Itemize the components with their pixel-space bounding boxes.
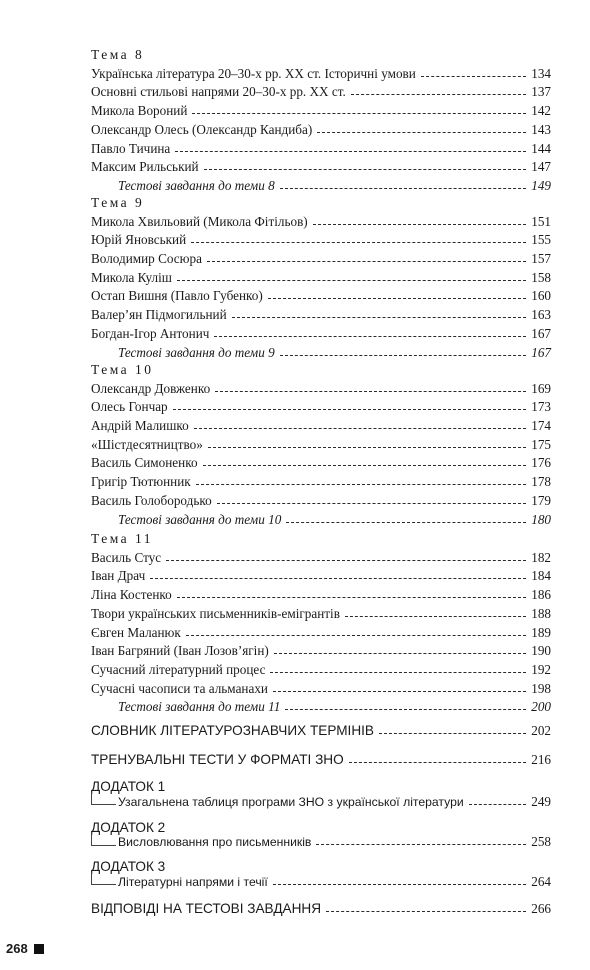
entry-page: 180 xyxy=(531,512,551,527)
entry-label: Висловлювання про письменників xyxy=(118,835,312,849)
entry-page: 202 xyxy=(531,723,551,738)
entry-label: Олесь Гончар xyxy=(91,399,168,414)
toc-entry[interactable] xyxy=(91,307,551,323)
entry-page: 163 xyxy=(531,307,551,322)
entry-label: Микола Куліш xyxy=(91,270,172,285)
entry-label: Основні стильові напрями 20–30-х рр. ХХ ст. xyxy=(91,84,346,99)
entry-page: 175 xyxy=(531,437,551,452)
toc-entry[interactable] xyxy=(91,418,551,434)
appendix-bracket xyxy=(91,792,116,805)
toc-entry[interactable] xyxy=(91,381,551,397)
leader-dots xyxy=(175,151,526,152)
entry-label: Тестові завдання до теми 10 xyxy=(118,512,282,527)
entry-page: 151 xyxy=(531,214,551,229)
toc-entry-tests[interactable] xyxy=(118,699,551,715)
entry-label: Твори українських письменників-емігрантів xyxy=(91,606,340,621)
entry-page: 167 xyxy=(531,345,551,360)
toc-entry[interactable] xyxy=(91,625,551,641)
entry-page: 134 xyxy=(531,66,551,81)
toc-entry[interactable] xyxy=(91,270,551,286)
entry-page: 178 xyxy=(531,474,551,489)
entry-label: Остап Вишня (Павло Губенко) xyxy=(91,288,263,303)
leader-dots xyxy=(177,280,526,281)
entry-label: Іван Драч xyxy=(91,568,146,583)
entry-page: 144 xyxy=(531,141,551,156)
toc-entry[interactable] xyxy=(91,103,551,119)
entry-label: Володимир Сосюра xyxy=(91,251,202,266)
entry-page: 169 xyxy=(531,381,551,396)
leader-dots xyxy=(326,911,526,912)
appendix-bracket xyxy=(91,872,116,885)
entry-page: 173 xyxy=(531,399,551,414)
entry-page: 158 xyxy=(531,270,551,285)
entry-page: 182 xyxy=(531,550,551,565)
leader-dots xyxy=(208,447,526,448)
leader-dots xyxy=(215,391,526,392)
entry-page: 179 xyxy=(531,493,551,508)
entry-label: ВІДПОВІДІ НА ТЕСТОВІ ЗАВДАННЯ xyxy=(91,901,322,916)
toc-entry[interactable] xyxy=(91,214,551,230)
entry-label: Іван Багряний (Іван Лозов’ягін) xyxy=(91,643,269,658)
entry-page: 157 xyxy=(531,251,551,266)
leader-dots xyxy=(203,465,526,466)
entry-page: 188 xyxy=(531,606,551,621)
entry-page: 192 xyxy=(531,662,551,677)
entry-page: 258 xyxy=(531,834,551,849)
leader-dots xyxy=(313,224,526,225)
toc-entry-tests[interactable] xyxy=(118,345,551,361)
appendix-bracket xyxy=(91,833,116,846)
leader-dots xyxy=(204,169,526,170)
toc-entry[interactable] xyxy=(91,84,551,100)
leader-dots xyxy=(379,733,526,734)
leader-dots xyxy=(194,428,526,429)
entry-label: Тестові завдання до теми 9 xyxy=(118,345,275,360)
entry-label: Андрій Малишко xyxy=(91,418,189,433)
toc-entry-training-tests[interactable] xyxy=(91,751,551,769)
entry-label: Сучасні часописи та альманахи xyxy=(91,681,268,696)
entry-label: Літературні напрями і течії xyxy=(118,875,268,889)
entry-page: 174 xyxy=(531,418,551,433)
toc-entry[interactable] xyxy=(91,288,551,304)
leader-dots xyxy=(286,522,526,523)
entry-page: 155 xyxy=(531,232,551,247)
toc-entry[interactable] xyxy=(91,681,551,697)
entry-label: Василь Стус xyxy=(91,550,162,565)
toc-entry-answers[interactable] xyxy=(91,900,551,918)
leader-dots xyxy=(273,884,526,885)
toc-entry[interactable] xyxy=(91,141,551,157)
toc-entry-appendix-3[interactable] xyxy=(118,874,551,890)
entry-page: 149 xyxy=(531,178,551,193)
entry-page: 190 xyxy=(531,643,551,658)
entry-label: Богдан-Ігор Антонич xyxy=(91,326,210,341)
page-footer xyxy=(6,941,44,956)
toc-entry[interactable] xyxy=(91,662,551,678)
entry-page: 249 xyxy=(531,794,551,809)
entry-label: Ліна Костенко xyxy=(91,587,172,602)
entry-page: 198 xyxy=(531,681,551,696)
entry-page: 200 xyxy=(531,699,551,714)
leader-dots xyxy=(166,560,526,561)
entry-label: Українська література 20–30-х рр. ХХ ст. Історичні умови xyxy=(91,66,416,81)
entry-label: Тестові завдання до теми 8 xyxy=(118,178,275,193)
toc-entry[interactable] xyxy=(91,251,551,267)
entry-label: Євген Маланюк xyxy=(91,625,181,640)
toc-entry[interactable] xyxy=(91,159,551,175)
entry-label: Юрій Яновський xyxy=(91,232,187,247)
leader-dots xyxy=(207,261,526,262)
entry-label: Сучасний літературний процес xyxy=(91,662,266,677)
toc-entry-appendix-2[interactable] xyxy=(118,834,551,850)
leader-dots xyxy=(273,691,526,692)
entry-page: 189 xyxy=(531,625,551,640)
leader-dots xyxy=(191,242,526,243)
entry-page: 142 xyxy=(531,103,551,118)
entry-page: 176 xyxy=(531,455,551,470)
appendix-1-title: ДОДАТОК 1 xyxy=(91,779,166,794)
entry-page: 186 xyxy=(531,587,551,602)
entry-label: Павло Тичина xyxy=(91,141,171,156)
entry-label: «Шістдесятництво» xyxy=(91,437,203,452)
leader-dots xyxy=(177,597,526,598)
leader-dots xyxy=(421,76,526,77)
entry-page: 216 xyxy=(531,752,551,767)
leader-dots xyxy=(280,188,526,189)
leader-dots xyxy=(351,94,526,95)
leader-dots xyxy=(192,113,526,114)
toc-entry[interactable] xyxy=(91,232,551,248)
theme-heading: Тема 9 xyxy=(91,195,145,210)
leader-dots xyxy=(268,298,526,299)
toc-entry-tests[interactable] xyxy=(118,512,551,528)
toc-entry[interactable] xyxy=(91,643,551,659)
leader-dots xyxy=(173,409,526,410)
entry-label: Олександр Олесь (Олександр Кандиба) xyxy=(91,122,313,137)
entry-label: Узагальнена таблиця програми ЗНО з української літератури xyxy=(118,795,464,809)
entry-label: Тестові завдання до теми 11 xyxy=(118,699,281,714)
appendix-3-title: ДОДАТОК 3 xyxy=(91,859,166,874)
entry-page: 137 xyxy=(531,84,551,99)
toc-entry[interactable] xyxy=(91,399,551,415)
toc-entry[interactable] xyxy=(91,122,551,138)
entry-page: 143 xyxy=(531,122,551,137)
entry-label: СЛОВНИК ЛІТЕРАТУРОЗНАВЧИХ ТЕРМІНІВ xyxy=(91,723,374,738)
toc-entry[interactable] xyxy=(91,326,551,342)
entry-page: 147 xyxy=(531,159,551,174)
leader-dots xyxy=(280,355,526,356)
entry-label: Максим Рильський xyxy=(91,159,199,174)
toc-entry[interactable] xyxy=(91,437,551,453)
toc-entry[interactable] xyxy=(91,455,551,471)
leader-dots xyxy=(150,578,526,579)
toc-entry[interactable] xyxy=(91,606,551,622)
entry-page: 264 xyxy=(531,874,551,889)
entry-label: Василь Голобородько xyxy=(91,493,212,508)
square-bullet-icon xyxy=(34,944,44,954)
toc-entry[interactable] xyxy=(91,568,551,584)
toc-entry[interactable] xyxy=(91,493,551,509)
entry-page: 167 xyxy=(531,326,551,341)
toc-entry-glossary[interactable] xyxy=(91,722,551,740)
leader-dots xyxy=(214,336,526,337)
entry-label: Микола Вороний xyxy=(91,103,188,118)
appendix-2-title: ДОДАТОК 2 xyxy=(91,820,166,835)
theme-heading: Тема 11 xyxy=(91,531,154,546)
leader-dots xyxy=(317,132,526,133)
leader-dots xyxy=(469,804,527,805)
toc-entry-appendix-1[interactable] xyxy=(118,794,551,810)
leader-dots xyxy=(349,762,527,763)
leader-dots xyxy=(345,616,526,617)
entry-label: Микола Хвильовий (Микола Фітільов) xyxy=(91,214,308,229)
theme-heading: Тема 10 xyxy=(91,362,154,377)
toc-entry[interactable] xyxy=(91,474,551,490)
theme-heading: Тема 8 xyxy=(91,47,145,62)
leader-dots xyxy=(217,503,526,504)
toc-entry[interactable] xyxy=(91,550,551,566)
toc-entry[interactable] xyxy=(91,66,551,82)
leader-dots xyxy=(316,844,526,845)
entry-page: 160 xyxy=(531,288,551,303)
toc-entry-tests[interactable] xyxy=(118,178,551,194)
page-number: 268 xyxy=(6,941,28,956)
entry-label: Григір Тютюнник xyxy=(91,474,191,489)
leader-dots xyxy=(186,635,526,636)
entry-page: 184 xyxy=(531,568,551,583)
entry-page: 266 xyxy=(531,901,551,916)
leader-dots xyxy=(232,317,526,318)
entry-label: ТРЕНУВАЛЬНІ ТЕСТИ У ФОРМАТІ ЗНО xyxy=(91,752,344,767)
toc-entry[interactable] xyxy=(91,587,551,603)
leader-dots xyxy=(285,709,526,710)
leader-dots xyxy=(196,484,526,485)
leader-dots xyxy=(270,672,526,673)
entry-label: Валер’ян Підмогильний xyxy=(91,307,227,322)
leader-dots xyxy=(274,653,526,654)
entry-label: Василь Симоненко xyxy=(91,455,198,470)
entry-label: Олександр Довженко xyxy=(91,381,211,396)
